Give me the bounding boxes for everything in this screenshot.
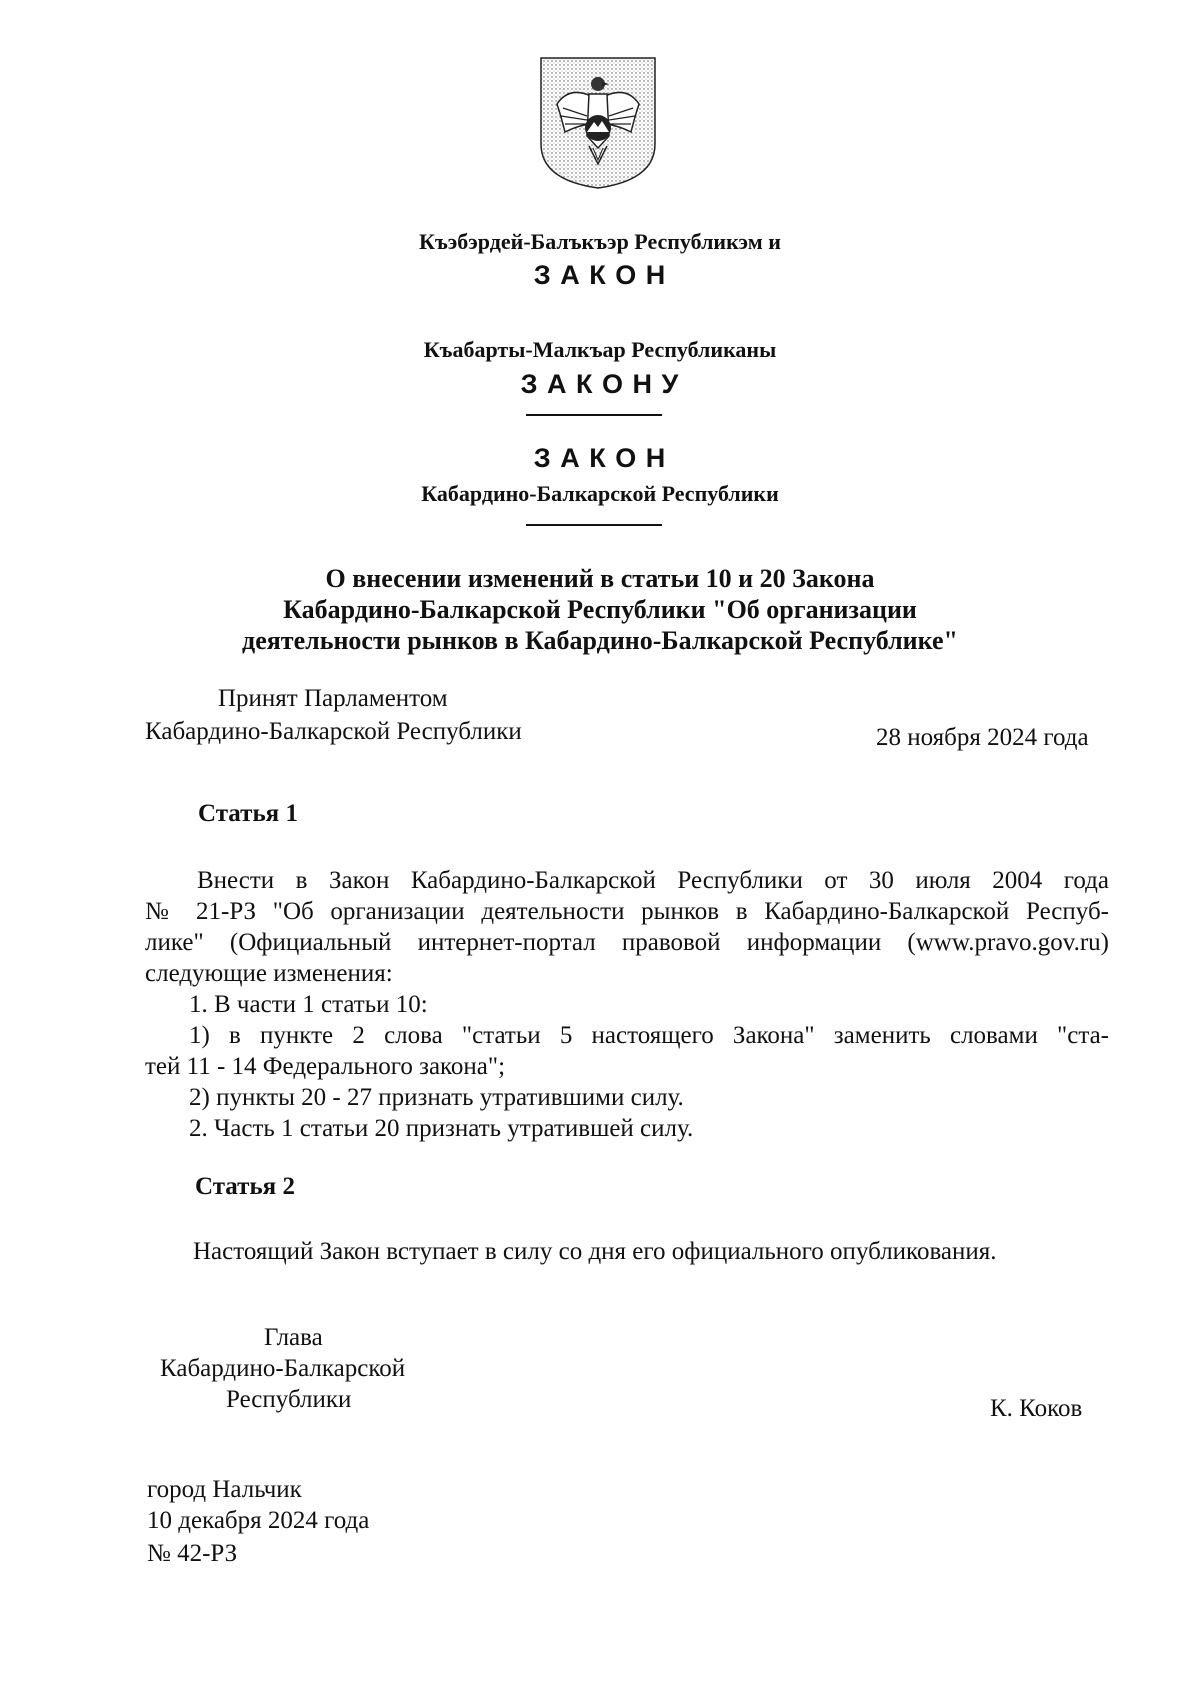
article-1-text-line: лике" (Официальный интернет-портал правовой информации (www.pravo.gov.ru) xyxy=(145,929,1109,956)
header-divider xyxy=(526,524,662,526)
article-1-subitem: 2) пункты 20 - 27 признать утратившими силу. xyxy=(189,1084,684,1111)
header-kabardian-title: З А К О Н xyxy=(533,260,667,290)
coat-of-arms-icon xyxy=(539,56,657,190)
law-title-line: О внесении изменений в статьи 10 и 20 Закона xyxy=(325,564,875,593)
signature-title: Кабардино-Балкарской xyxy=(160,1355,406,1382)
signatory-name: К. Коков xyxy=(990,1395,1083,1422)
header-kabardian-line: Къэбэрдей-Балъкъэр Республикэм и xyxy=(419,229,781,254)
law-title-line: Кабардино-Балкарской Республики "Об организации xyxy=(283,595,917,624)
adoption-line: Принят Парламентом xyxy=(218,685,448,712)
law-title xyxy=(0,563,1200,656)
header-russian-line: Кабардино-Балкарской Республики xyxy=(421,481,779,506)
footer-number: № 42-РЗ xyxy=(147,1540,238,1567)
article-1-subitem: 1) в пункте 2 слова "статьи 5 настоящего Закона" заменить словами "ста- xyxy=(189,1022,1109,1049)
article-1-text-line: Внести в Закон Кабардино-Балкарской Республики от 30 июля 2004 года xyxy=(197,867,1109,894)
article-1-item: 2. Часть 1 статьи 20 признать утратившей силу. xyxy=(189,1115,694,1142)
adoption-line: Кабардино-Балкарской Республики xyxy=(145,718,522,745)
signature-title: Республики xyxy=(226,1386,352,1413)
signature-title: Глава xyxy=(264,1324,323,1351)
article-1-text-line: следующие изменения: xyxy=(145,960,393,987)
article-1-title: Статья 1 xyxy=(198,800,298,827)
article-1-item: 1. В части 1 статьи 10: xyxy=(189,991,428,1018)
header-balkar-line: Къабарты-Малкъар Республиканы xyxy=(423,337,777,362)
adoption-date: 28 ноября 2024 года xyxy=(876,724,1089,751)
article-1-body xyxy=(145,865,1109,1144)
coat-of-arms xyxy=(539,56,657,190)
article-2-text: Настоящий Закон вступает в силу со дня его официального опубликования. xyxy=(193,1238,997,1265)
article-1-text-line: № 21-РЗ "Об организации деятельности рынков в Кабардино-Балкарской Респуб- xyxy=(145,898,1109,925)
law-title-line: деятельности рынков в Кабардино-Балкарской Республике" xyxy=(242,626,958,655)
footer-place: город Нальчик xyxy=(147,1476,302,1503)
header-divider xyxy=(526,414,662,416)
article-1-subitem: тей 11 - 14 Федерального закона"; xyxy=(145,1053,506,1080)
footer-date: 10 декабря 2024 года xyxy=(147,1507,370,1534)
article-2-title: Статья 2 xyxy=(195,1173,295,1200)
header-russian-title: З А К О Н xyxy=(533,443,667,473)
header-balkar-title: З А К О Н У xyxy=(520,369,680,399)
